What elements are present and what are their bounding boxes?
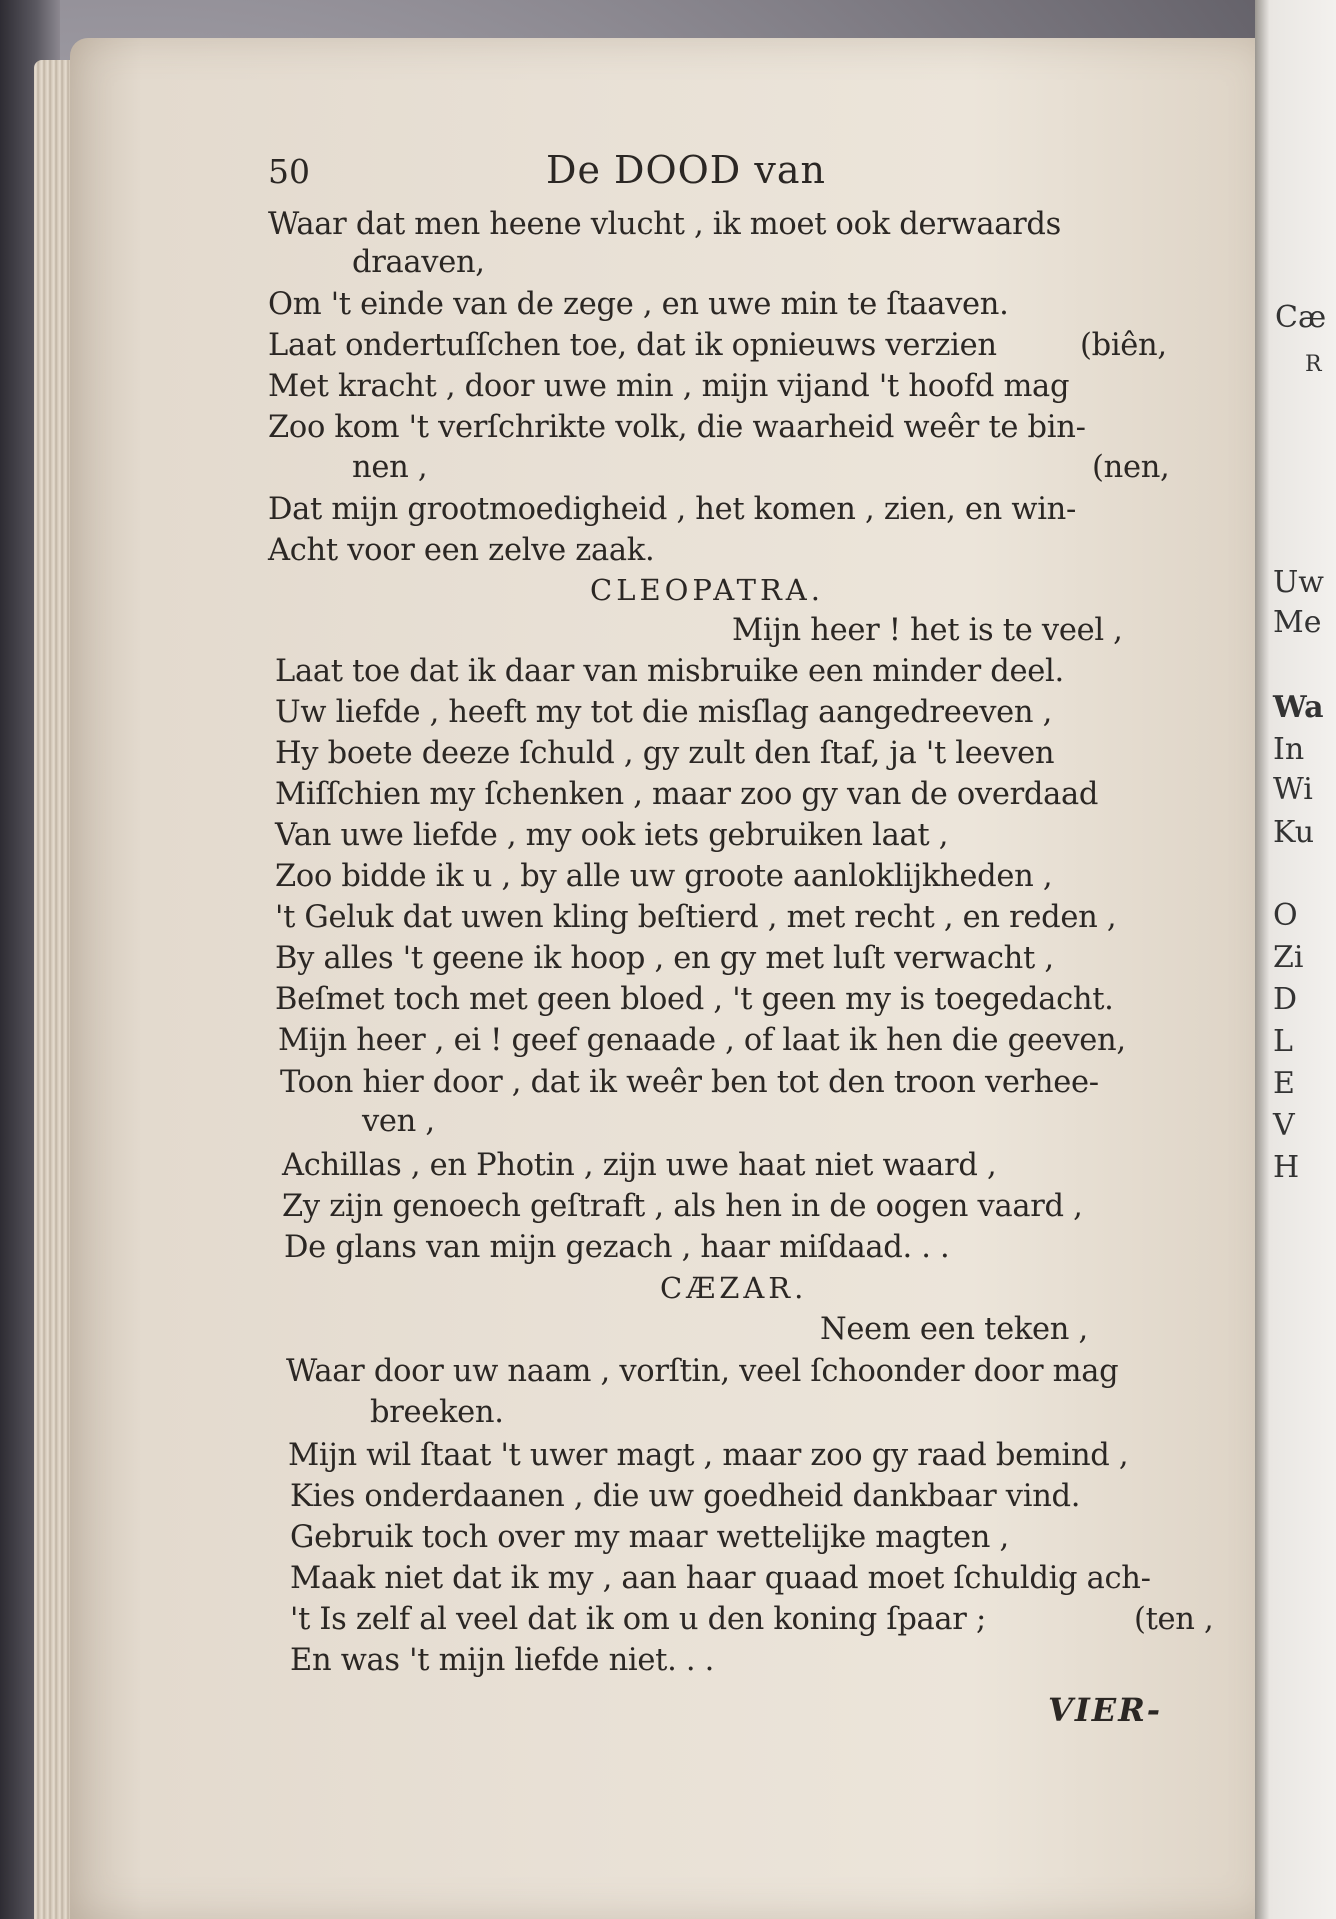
text-line: (biên, <box>1080 328 1167 363</box>
text-line: Waar dat men heene vlucht , ik moet ook derwaards <box>268 207 1061 242</box>
text-line: Gebruik toch over my maar wettelijke magten , <box>290 1520 1009 1555</box>
text-line: Om 't einde van de zege , en uwe min te ſtaaven. <box>268 287 1009 322</box>
text-line: Beſmet toch met geen bloed , 't geen my is toegedacht. <box>275 982 1114 1017</box>
text-line: breeken. <box>370 1395 504 1430</box>
text-line: De glans van mijn gezach , haar miſdaad. . . <box>284 1230 950 1265</box>
facing-fragment: Wi <box>1273 772 1313 807</box>
facing-fragment: V <box>1273 1108 1295 1143</box>
text-line: (nen, <box>1092 450 1170 485</box>
text-line: Toon hier door , dat ik weêr ben tot den troon verhee- <box>280 1065 1099 1100</box>
text-line: By alles 't geene ik hoop , en gy met luſt verwacht , <box>275 941 1054 976</box>
text-line: Zoo bidde ik u , by alle uw groote aanloklijkheden , <box>275 859 1053 894</box>
text-line: Met kracht , door uwe min , mijn vijand 't hoofd mag <box>268 369 1070 404</box>
text-line: Achillas , en Photin , zijn uwe haat niet waard , <box>282 1148 997 1183</box>
page-number: 50 <box>268 152 310 191</box>
facing-fragment: D <box>1273 982 1298 1017</box>
text-line: Uw liefde , heeft my tot die misſlag aangedreeven , <box>275 695 1053 730</box>
text-line: nen , <box>352 450 428 485</box>
text-line: Laat toe dat ik daar van misbruike een minder deel. <box>275 654 1064 689</box>
facing-fragment: Uw <box>1273 565 1324 600</box>
text-line: Acht voor een zelve zaak. <box>268 533 655 568</box>
text-line: Mijn heer ! het is te veel , <box>732 613 1123 648</box>
text-line: ven , <box>362 1104 435 1139</box>
text-line: Waar door uw naam , vorſtin, veel ſchoonder door mag <box>286 1354 1119 1389</box>
text-line: 't Geluk dat uwen kling beſtierd , met recht , en reden , <box>275 900 1117 935</box>
facing-fragment: O <box>1273 898 1298 933</box>
text-line: Neem een teken , <box>820 1312 1088 1347</box>
facing-fragment: In <box>1273 732 1305 767</box>
facing-fragment: R <box>1305 352 1322 377</box>
text-line: Dat mijn grootmoedigheid , het komen , zien, en win- <box>268 492 1077 527</box>
text-line: Miſſchien my ſchenken , maar zoo gy van de overdaad <box>275 777 1099 812</box>
text-line: Van uwe liefde , my ook iets gebruiken laat , <box>275 818 949 853</box>
facing-fragment: Ku <box>1273 815 1315 850</box>
facing-fragment: L <box>1273 1024 1293 1059</box>
facing-fragment: Me <box>1273 605 1322 640</box>
facing-fragment: H <box>1273 1150 1300 1185</box>
text-line: Mijn wil ſtaat 't uwer magt , maar zoo gy raad bemind , <box>288 1438 1129 1473</box>
facing-fragment: Wa <box>1273 690 1324 725</box>
catchword: VIER- <box>1048 1691 1163 1729</box>
speaker-cleopatra: CLEOPATRA. <box>590 573 824 607</box>
text-line: Mijn heer , ei ! geef genaade , of laat ik hen die geeven, <box>278 1023 1126 1058</box>
facing-fragment: E <box>1273 1066 1295 1101</box>
text-line: Zy zijn genoech geſtraft , als hen in de oogen vaard , <box>282 1189 1083 1224</box>
text-line: 't Is zelf al veel dat ik om u den koning ſpaar ; <box>290 1602 986 1637</box>
speaker-caezar: CÆZAR. <box>660 1271 808 1305</box>
text-line: (ten , <box>1134 1602 1214 1637</box>
facing-fragment: Zi <box>1273 940 1304 975</box>
running-title: De DOOD van <box>546 148 826 192</box>
text-line: Kies onderdaanen , die uw goedheid dankbaar vind. <box>290 1479 1081 1514</box>
text-line: En was 't mijn liefde niet. . . <box>290 1643 715 1678</box>
text-line: Maak niet dat ik my , aan haar quaad moet ſchuldig ach- <box>290 1561 1151 1596</box>
facing-fragment: Cæ <box>1275 300 1327 335</box>
text-line: Laat ondertuſſchen toe, dat ik opnieuws verzien <box>268 328 997 363</box>
text-line: Hy boete deeze ſchuld , gy zult den ſtaf, ja 't leeven <box>275 736 1055 771</box>
text-line: draaven, <box>352 245 485 280</box>
text-line: Zoo kom 't verſchrikte volk, die waarheid weêr te bin- <box>268 410 1086 445</box>
